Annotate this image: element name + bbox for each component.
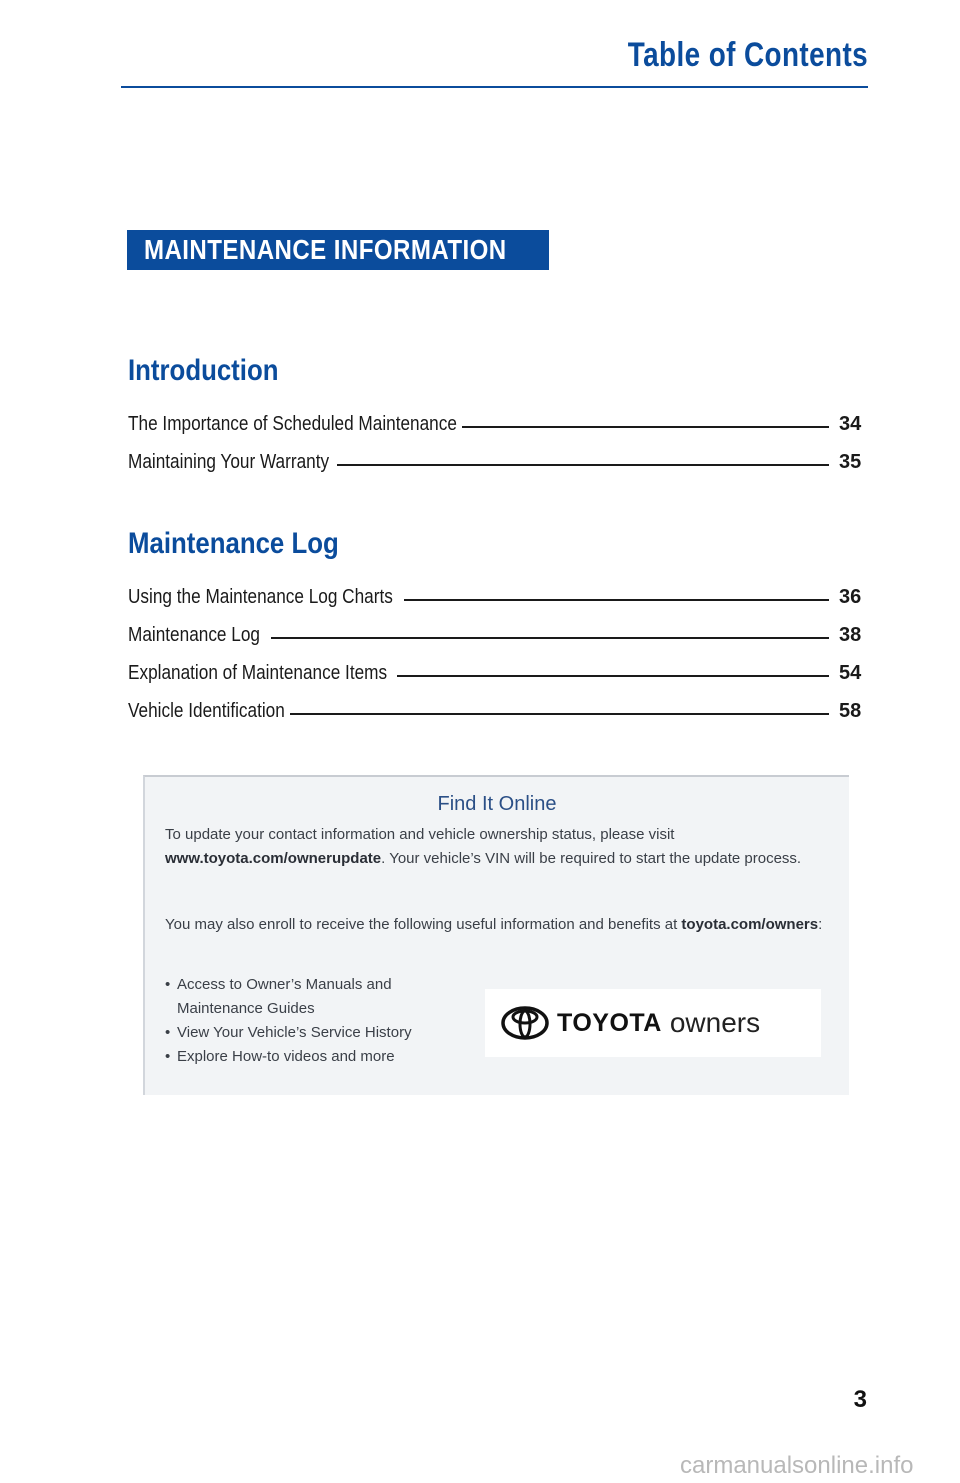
toc-entry-page: 38: [839, 624, 862, 646]
toc-entry-page: 58: [839, 700, 862, 722]
owners-link[interactable]: toyota.com/owners: [681, 916, 819, 933]
toc-entry-label: Using the Maintenance Log Charts: [128, 586, 393, 608]
header-rule: [121, 86, 868, 88]
toc-leader-line: [462, 426, 829, 428]
promo-text: :: [818, 916, 823, 933]
toc-entry[interactable]: [128, 685, 861, 723]
toc-entry[interactable]: [128, 609, 861, 647]
toc-entry-page: 35: [839, 451, 862, 473]
promo-text: You may also enroll to receive the following useful information and benefits at: [165, 916, 682, 933]
promo-text: . Your vehicle’s VIN will be required to start the update process.: [381, 850, 802, 867]
section-banner-label: MAINTENANCE INFORMATION: [144, 234, 507, 265]
toc-group-introduction: [128, 354, 861, 474]
toc-entry[interactable]: [128, 647, 861, 685]
toc-leader-line: [404, 599, 829, 601]
promo-paragraph-enroll: [165, 913, 825, 937]
toc-entry-label: The Importance of Scheduled Maintenance: [128, 413, 457, 435]
section-banner: [127, 230, 549, 270]
toyota-emblem-icon: [501, 1006, 549, 1040]
owner-update-link[interactable]: www.toyota.com/ownerupdate: [165, 850, 382, 867]
promo-paragraph-update: [165, 823, 825, 871]
benefits-list: [165, 973, 475, 1069]
toc-entry-label: Maintaining Your Warranty: [128, 451, 330, 473]
toc-leader-line: [397, 675, 829, 677]
toc-entry[interactable]: [128, 436, 861, 474]
toyota-owners-logo: [485, 989, 821, 1057]
logo-brand: TOYOTA: [557, 1008, 662, 1037]
toc-entry-label: Vehicle Identification: [128, 700, 285, 722]
toc-entry-page: 54: [839, 662, 862, 684]
toc-group-maintenance-log: [128, 527, 861, 723]
page-number: 3: [853, 1386, 867, 1413]
toc-entry[interactable]: [128, 571, 861, 609]
toc-entry-label: Explanation of Maintenance Items: [128, 662, 388, 684]
toc-leader-line: [290, 713, 829, 715]
promo-title: Find It Online: [437, 793, 557, 815]
toc-entry-label: Maintenance Log: [128, 624, 260, 646]
list-item: • View Your Vehicle’s Service History: [165, 1021, 475, 1045]
toc-leader-line: [271, 637, 829, 639]
toc-entry[interactable]: [128, 398, 861, 436]
list-item: • Access to Owner’s Manuals and Maintenance Guides: [165, 973, 475, 1021]
find-it-online-box: [143, 775, 849, 1095]
group-title-maintenance-log: Maintenance Log: [128, 527, 339, 560]
watermark: carmanualsonline.info: [680, 1452, 914, 1479]
promo-text: To update your contact information and vehicle ownership status, please visit: [165, 826, 675, 843]
toc-entry-page: 34: [839, 413, 862, 435]
page-title: Table of Contents: [627, 36, 868, 74]
list-item: • Explore How-to videos and more: [165, 1045, 475, 1069]
toc-entry-page: 36: [839, 586, 862, 608]
logo-suffix: owners: [669, 1007, 761, 1038]
toc-leader-line: [337, 464, 829, 466]
group-title-introduction: Introduction: [128, 354, 279, 387]
